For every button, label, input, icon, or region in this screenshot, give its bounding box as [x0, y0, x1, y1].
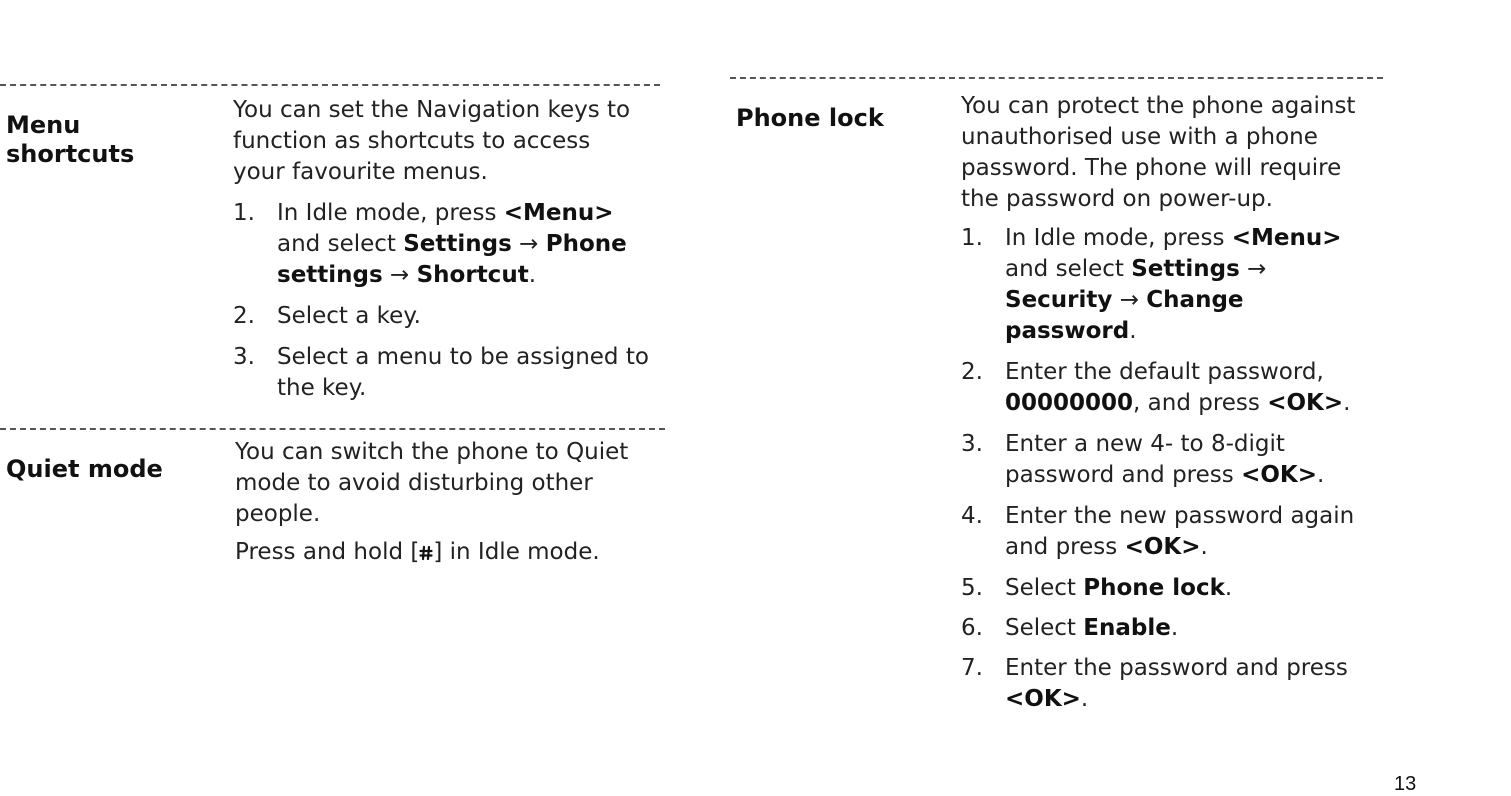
- step-item: [961, 429, 1411, 491]
- step-menu: Shortcut: [416, 262, 529, 288]
- step-text: the key.: [277, 375, 367, 401]
- intro-paragraph: [233, 95, 673, 188]
- step-menu: Phone: [545, 231, 627, 257]
- step-text: Select a key.: [277, 303, 421, 329]
- text-line: unauthorised use with a phone: [961, 124, 1318, 150]
- step-key: <OK>: [1005, 686, 1081, 712]
- section-title-quiet-mode: [6, 455, 163, 484]
- steps-list: [961, 223, 1411, 715]
- text-line: You can protect the phone against: [961, 93, 1356, 119]
- step-text: .: [1343, 390, 1351, 416]
- step-item: [961, 223, 1411, 347]
- step-text: Enter the default password,: [1005, 359, 1324, 385]
- intro-paragraph: [961, 91, 1411, 215]
- section-title-phone-lock: [736, 104, 884, 133]
- step-text: .: [1129, 318, 1137, 344]
- step-text: .: [1170, 615, 1179, 641]
- step-item: [233, 301, 673, 332]
- step-text: and press: [1005, 534, 1125, 560]
- step-text: .: [1200, 534, 1208, 560]
- step-menu: Enable: [1083, 615, 1171, 641]
- step-text: .: [1224, 575, 1233, 601]
- intro-paragraph: [235, 437, 675, 530]
- step-key: <Menu>: [503, 200, 614, 226]
- step-text: password and press: [1005, 462, 1242, 488]
- step-menu: Settings: [403, 231, 512, 257]
- step-text: Select: [1005, 575, 1084, 601]
- section-title-line: Phone lock: [736, 104, 884, 132]
- text-line: the password on power-up.: [961, 186, 1273, 212]
- step-number: 1.: [233, 200, 255, 226]
- step-item: [961, 573, 1411, 604]
- step-menu: Settings: [1131, 256, 1240, 282]
- step-menu: password: [1005, 318, 1130, 344]
- section-body-quiet-mode: [235, 437, 675, 568]
- arrow: →: [382, 262, 417, 288]
- step-text: Enter a new 4- to 8-digit: [1005, 431, 1285, 457]
- section-title-line: Menu: [6, 111, 81, 139]
- hash-key-icon: [419, 539, 433, 555]
- page-number: 13: [1394, 773, 1417, 795]
- text-line: mode to avoid disturbing other: [235, 470, 593, 496]
- step-text: .: [1080, 686, 1089, 712]
- step-number: 3.: [961, 431, 983, 457]
- step-text: , and press: [1133, 390, 1268, 416]
- step-text: Select a menu to be assigned to: [277, 344, 649, 370]
- step-item: [233, 342, 673, 404]
- separator-top-right: [730, 77, 1383, 79]
- default-password: 00000000: [1005, 390, 1134, 416]
- section-body-phone-lock: [961, 91, 1411, 715]
- step-number: 7.: [961, 655, 983, 681]
- step-menu: Change: [1146, 287, 1244, 313]
- step-text: Select: [1005, 615, 1084, 641]
- steps-list: [233, 198, 673, 404]
- section-title-line: Quiet mode: [6, 455, 163, 483]
- section-title-menu-shortcuts: [6, 111, 134, 169]
- step-text: Enter the new password again: [1005, 503, 1355, 529]
- step-text: Press and hold [: [235, 539, 420, 565]
- step-text: .: [1317, 462, 1325, 488]
- step-text: and select: [1005, 256, 1132, 282]
- step-menu: Security: [1005, 287, 1113, 313]
- text-line: password. The phone will require: [961, 155, 1342, 181]
- arrow: →: [1239, 256, 1267, 282]
- step-item: [961, 501, 1411, 563]
- step-key: <Menu>: [1231, 225, 1342, 251]
- separator-top-left: [0, 84, 660, 86]
- step-text: In Idle mode, press: [277, 200, 504, 226]
- arrow: →: [1112, 287, 1147, 313]
- separator-middle-left: [0, 428, 665, 430]
- step-menu: Phone lock: [1083, 575, 1225, 601]
- step-item: [961, 653, 1411, 715]
- step-key: <OK>: [1267, 390, 1344, 416]
- step-text: .: [528, 262, 537, 288]
- press-instruction: [235, 537, 675, 568]
- text-line: your favourite menus.: [233, 159, 488, 185]
- step-item: [961, 357, 1411, 419]
- step-key: <OK>: [1241, 462, 1317, 488]
- step-number: 3.: [233, 344, 255, 370]
- step-key: <OK>: [1124, 534, 1201, 560]
- step-menu: settings: [277, 262, 383, 288]
- step-text: ] in Idle mode.: [433, 539, 600, 565]
- step-text: and select: [277, 231, 404, 257]
- step-number: 6.: [961, 615, 983, 641]
- step-item: [233, 198, 673, 291]
- step-text: Enter the password and press: [1005, 655, 1348, 681]
- step-number: 5.: [961, 575, 983, 601]
- step-number: 4.: [961, 503, 983, 529]
- text-line: You can set the Navigation keys to: [233, 97, 631, 123]
- step-number: 2.: [233, 303, 255, 329]
- section-title-line: shortcuts: [6, 140, 135, 168]
- step-number: 1.: [961, 225, 983, 251]
- step-number: 2.: [961, 359, 983, 385]
- step-item: [961, 613, 1411, 644]
- arrow: →: [511, 231, 546, 257]
- section-body-menu-shortcuts: [233, 95, 673, 404]
- step-text: In Idle mode, press: [1005, 225, 1232, 251]
- text-line: function as shortcuts to access: [233, 128, 591, 154]
- text-line: people.: [235, 501, 321, 527]
- text-line: You can switch the phone to Quiet: [235, 439, 629, 465]
